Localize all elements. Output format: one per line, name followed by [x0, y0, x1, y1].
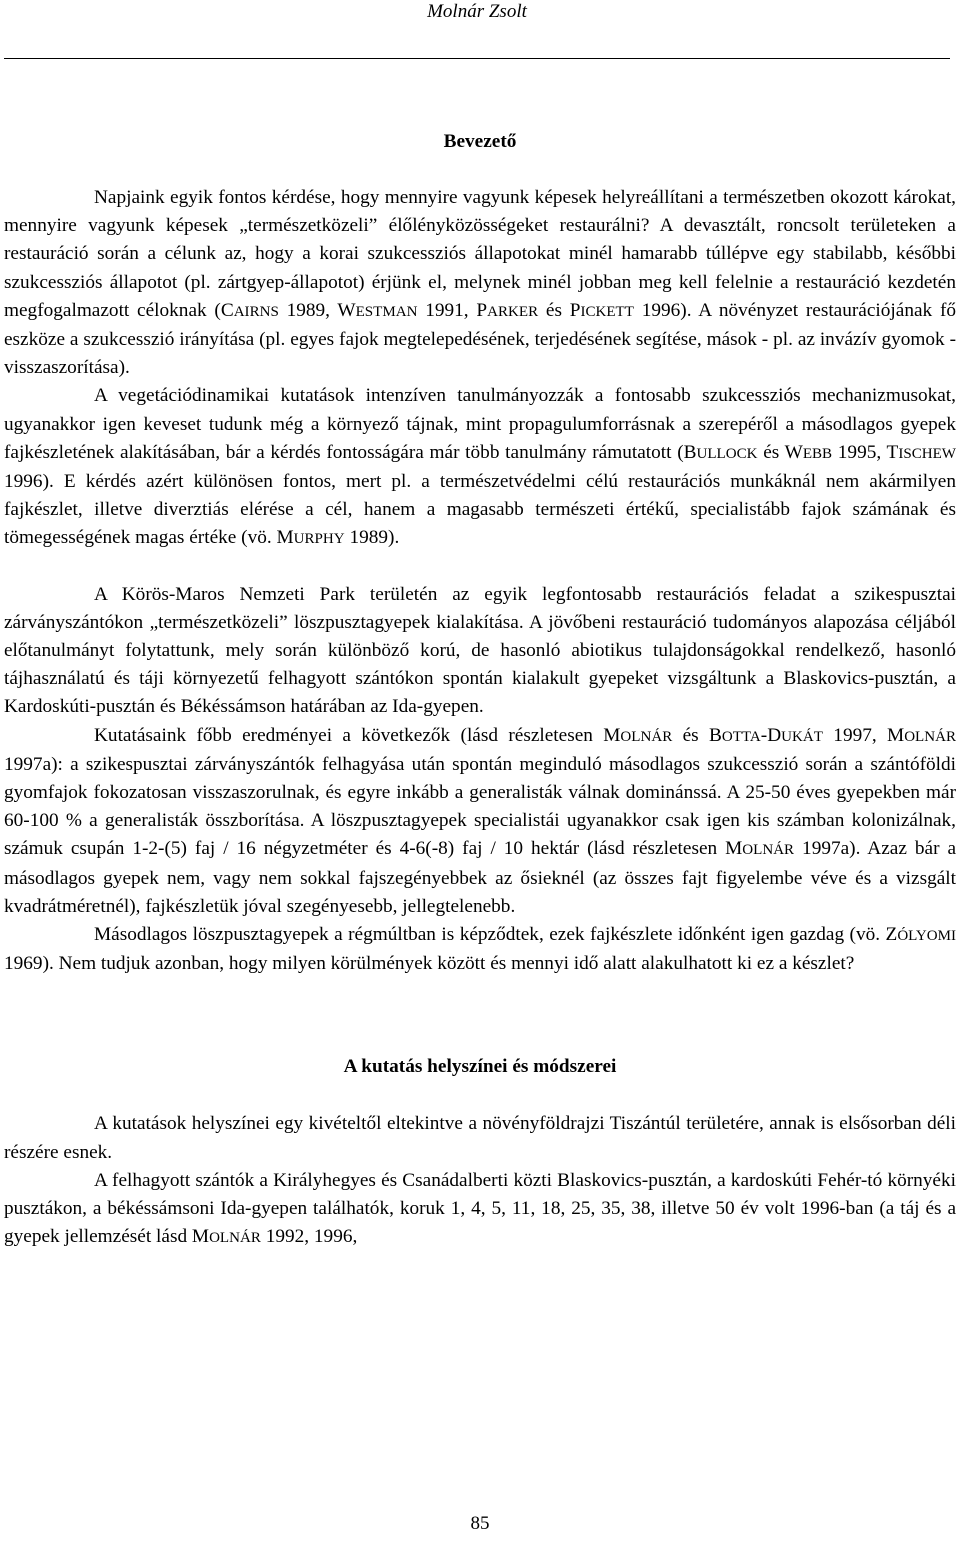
page-number: 85 — [470, 1513, 490, 1534]
methods-paragraph-1: A kutatások helyszínei egy kivételtől eltekintve a növényföldrajzi Tiszántúl területére, annak is elsősorban déli részére esnek. — [4, 1113, 956, 1163]
section-heading-intro: Bevezető — [443, 131, 517, 152]
methods-paragraph-2: A felhagyott szántók a Királyhegyes és Csanádalberti közti Blaskovics-pusztán, a kardoskúti Fehér-tó környéki pusztákon, a békéssámsoni Ida-gyepen találhatók, koruk 1, 4, 5, 11, 18, 25, 35, 38, illetve 50 év volt 1996-ban (a táj és a gyepek jellemzését lásd MOLNÁR 1992, 1996, — [4, 1169, 956, 1248]
intro-paragraph-2: A vegetációdinamikai kutatások intenzíven tanulmányozzák a fontosabb szukcessziós mechanizmusokat, ugyanakkor igen keveset tudunk még a környező tájnak, mint propagulumforrásnak a szerepéről a másodlagos gyepek fajkészletének alakításában, bár a kérdés fontosságára már több tanulmány rámutatott (BULLOCK és WEBB 1995, TISCHEW 1996). E kérdés azért különösen fontos, mert pl. a természetvédelmi célú restaurációs munkáknál nem akármilyen fajkészlet, illetve diverztiás elérése a cél, hanem a magasabb természeti értékű, specialistább fajok számának és tömegességének magas értéke (vö. MURPHY 1989). — [4, 385, 956, 549]
intro-paragraph-1: Napjaink egyik fontos kérdése, hogy mennyire vagyunk képesek helyreállítani a természetben okozott károkat, mennyire vagyunk képesek „természetközeli” élőlényközösségeket restaurálni? A devasztált, roncsolt területeken a restauráció során a célunk az, hogy a korai szukcessziós állapotokat minél hamarabb túllépve egy stabilabb, későbbi szukcessziós állapotot (pl. zártgyep-állapotot) érjünk el, melynek minél jobban meg kell felelnie a restauráció kezdetén megfogalmazott céloknak (CAIRNS 1989, WESTMAN 1991, PARKER és PICKETT 1996). A növényzet restaurációjának fő eszköze a szukcesszió irányítása (pl. egyes fajok megtelepedésének, terjedésének segítése, mások - pl. az invázív gyomok - visszaszorítása). — [4, 187, 956, 379]
running-header-author: Molnár Zsolt — [427, 1, 527, 22]
intro-paragraph-3: A Körös-Maros Nemzeti Park területén az egyik legfontosabb restaurációs feladat a szikespusztai zárványszántókon „természetközeli” löszpusztagyepek kialakítása. A jövőbeni restauráció tudományos alapozása céljából előtanulmányt folytattunk, mely során különböző korú, de hasonló abiotikus tulajdonságokkal rendelkező, hasonló tájhasználatú és táji környezetű felhagyott szántókon spontán kialakult gyepeket vizsgáltunk a Blaskovics-pusztán, a Kardoskúti-pusztán és Békéssámson határában az Ida-gyepen. — [4, 583, 956, 718]
intro-paragraph-5: Másodlagos löszpusztagyepek a régmúltban is képződtek, ezek fajkészlete időnként igen gazdag (vö. ZÓLYOMI 1969). Nem tudjuk azonban, hogy milyen körülmények között és mennyi idő alatt alakulhatott ki ez a készlet? — [4, 924, 956, 975]
page-body — [4, 128, 956, 1253]
section-heading-methods: A kutatás helyszínei és módszerei — [343, 1056, 617, 1078]
intro-paragraph-4: Kutatásaink főbb eredményei a következők (lásd részletesen MOLNÁR és BOTTA-DUKÁT 1997, MOLNÁR 1997a): a szikespusztai zárványszántók felhagyása után spontán meginduló másodlagos szukcesszió során a szántóföldi gyomfajok fokozatosan visszaszorulnak, és egyre inkább a generalisták válnak dominánssá. A 25-50 éves gyepekben már 60-100 % a generalisták összborítása. A löszpusztagyepek specialistái ugyanakkor csak igen kis számban kolonizálnak, számuk csupán 1-2-(5) faj / 16 négyzetméter és 4-6(-8) faj / 10 hektár (lásd részletesen MOLNÁR 1997a). Azaz bár a másodlagos gyepek nem, vagy nem sokkal fajszegényebbek az ősieknél (az összes fajt figyelembe véve és a vizsgált kvadrátméretnél), fajkészletük jóval szegényesebb, jellegtelenebb. — [4, 724, 957, 917]
header-rule — [4, 58, 950, 59]
